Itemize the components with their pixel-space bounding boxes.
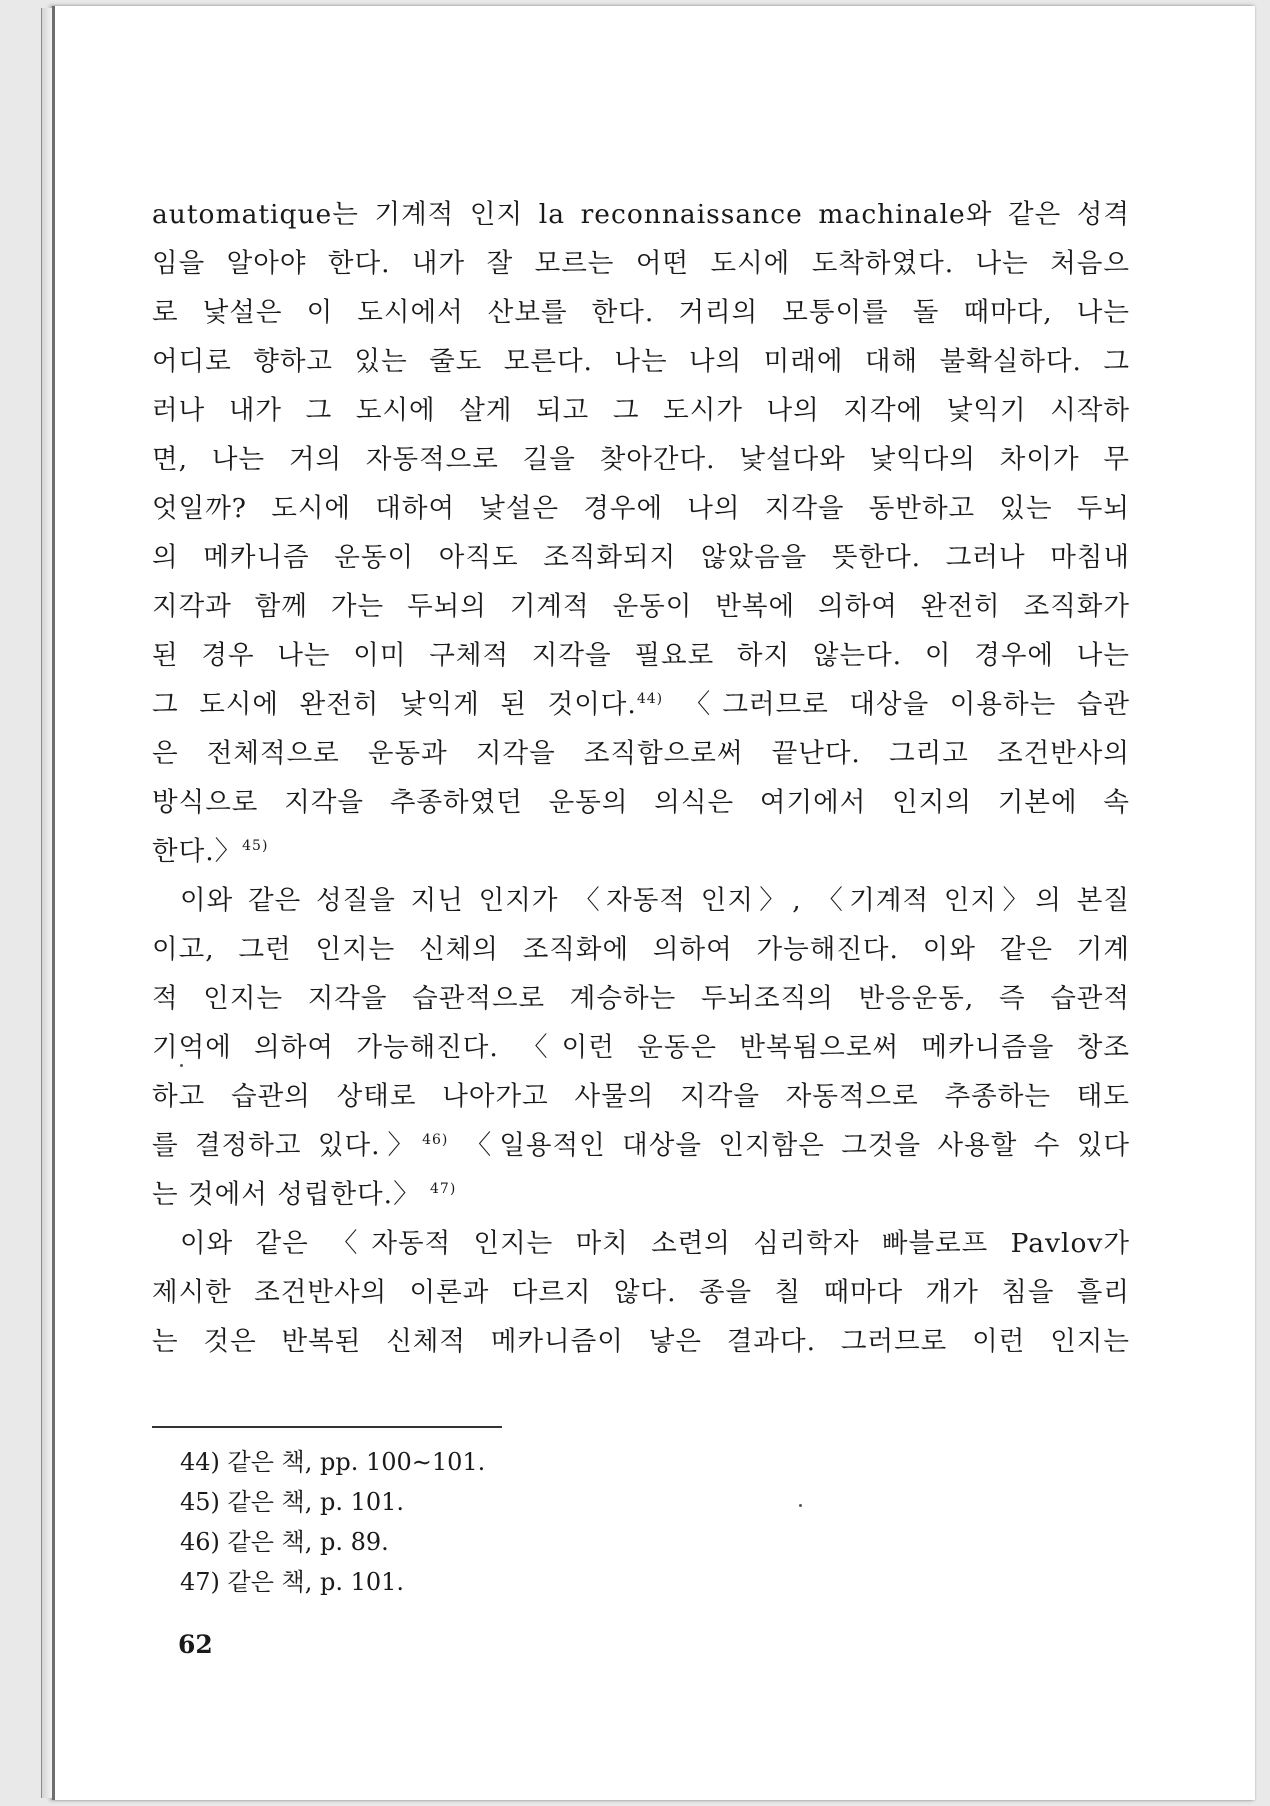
footnote-ref-47[interactable]: 47)	[430, 1181, 457, 1198]
text-segment: 그 도시에 완전히 낯익게 된 것이다.	[152, 689, 637, 720]
text-line: 된 경우 나는 이미 구체적 지각을 필요로 하지 않는다. 이 경우에 나는	[152, 640, 1130, 671]
text-line: 적 인지는 지각을 습관적으로 계승하는 두뇌조직의 반응운동, 즉 습관적	[152, 983, 1130, 1014]
footnote-ref-44[interactable]: 44)	[636, 691, 664, 708]
footnote-ref-45[interactable]: 45)	[242, 838, 269, 855]
text-line-with-notes	[152, 1170, 1130, 1219]
text-line: 기억에 의하여 가능해진다. 〈이런 운동은 반복됨으로써 메카니즘을 창조	[152, 1032, 1130, 1063]
text-line: 엇일까? 도시에 대하여 낯설은 경우에 나의 지각을 동반하고 있는 두뇌	[152, 493, 1130, 524]
text-line: 이고, 그런 인지는 신체의 조직화에 의하여 가능해진다. 이와 같은 기계	[152, 934, 1130, 965]
body-text	[152, 190, 1130, 1366]
text-line: 지각과 함께 가는 두뇌의 기계적 운동이 반복에 의하여 완전히 조직화가	[152, 591, 1130, 622]
text-segment: 한다.〉	[152, 836, 243, 867]
footnote-ref-46[interactable]: 46)	[422, 1132, 449, 1149]
text-line: 이와 같은 성질을 지닌 인지가 〈자동적 인지〉, 〈기계적 인지〉의 본질	[180, 885, 1130, 916]
footnote-46: 46) 같은 책, p. 89.	[180, 1528, 389, 1556]
text-line: 어디로 향하고 있는 줄도 모른다. 나는 나의 미래에 대해 불확실하다. 그	[152, 346, 1130, 377]
text-line: 는 것은 반복된 신체적 메카니즘이 낳은 결과다. 그러므로 이런 인지는	[152, 1326, 1130, 1357]
text-segment: 를 결정하고 있다.〉	[152, 1130, 423, 1161]
text-line-with-notes	[152, 680, 1130, 729]
text-line: 면, 나는 거의 자동적으로 길을 찾아간다. 낯설다와 낯익다의 차이가 무	[152, 444, 1130, 475]
footnote-divider	[152, 1426, 502, 1428]
text-line: automatique는 기계적 인지 la reconnaissance machinale와 같은 성격	[152, 199, 1130, 230]
text-line-with-notes	[152, 827, 1130, 876]
text-line: 방식으로 지각을 추종하였던 운동의 의식은 여기에서 인지의 기본에 속	[152, 787, 1130, 818]
text-segment: 〈그러므로 대상을 이용하는 습관	[683, 689, 1130, 720]
footnote-47: 47) 같은 책, p. 101.	[180, 1568, 405, 1596]
footnote-44: 44) 같은 책, pp. 100∼101.	[180, 1448, 486, 1476]
text-line: 이와 같은 〈자동적 인지는 마치 소련의 심리학자 빠블로프 Pavlov가	[180, 1228, 1130, 1259]
text-line: 의 메카니즘 운동이 아직도 조직화되지 않았음을 뜻한다. 그러나 마침내	[152, 542, 1130, 573]
paragraph-1	[152, 190, 1130, 876]
text-segment: 는 것에서 성립한다.〉	[152, 1179, 421, 1210]
text-line: 임을 알아야 한다. 내가 잘 모르는 어떤 도시에 도착하였다. 나는 처음으	[152, 248, 1130, 279]
footnotes	[152, 1426, 852, 1602]
paragraph-2	[152, 876, 1130, 1219]
text-line: 러나 내가 그 도시에 살게 되고 그 도시가 나의 지각에 낯익기 시작하	[152, 395, 1130, 426]
text-line-with-notes	[152, 1121, 1130, 1170]
text-segment: 〈일용적인 대상을 인지함은 그것을 사용할 수 있다	[464, 1130, 1130, 1161]
footnote-45: 45) 같은 책, p. 101.	[180, 1488, 405, 1516]
text-line: 은 전체적으로 운동과 지각을 조직함으로써 끝난다. 그리고 조건반사의	[152, 738, 1130, 769]
paragraph-3	[152, 1219, 1130, 1366]
text-line: 하고 습관의 상태로 나아가고 사물의 지각을 자동적으로 추종하는 태도	[152, 1081, 1130, 1112]
text-line: 제시한 조건반사의 이론과 다르지 않다. 종을 칠 때마다 개가 침을 흘리	[152, 1277, 1130, 1308]
page-number: 62	[178, 1630, 213, 1659]
text-line: 로 낯설은 이 도시에서 산보를 한다. 거리의 모퉁이를 돌 때마다, 나는	[152, 297, 1130, 328]
